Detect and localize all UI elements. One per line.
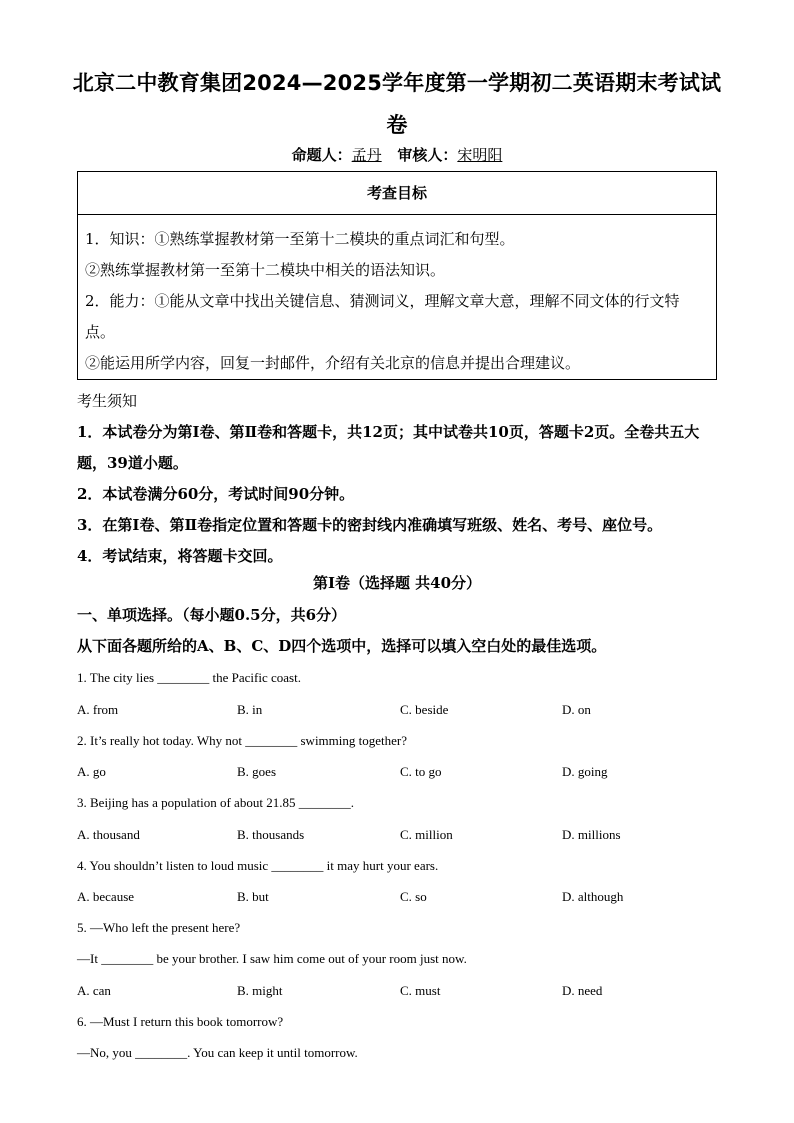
notice-item: 3．在第Ⅰ卷、第Ⅱ卷指定位置和答题卡的密封线内准确填写班级、姓名、考号、座位号。 bbox=[77, 516, 663, 534]
objective-line: ②熟练掌握教材第一至第十二模块中相关的语法知识。 bbox=[85, 261, 446, 279]
option-d: D. going bbox=[562, 764, 608, 779]
objective-line: ②能运用所学内容，回复一封邮件，介绍有关北京的信息并提出合理建议。 bbox=[85, 354, 581, 372]
question-stem: 3. Beijing has a population of about 21.85 ________. bbox=[77, 795, 354, 810]
question-stem-reply: —It ________ be your brother. I saw him come out of your room just now. bbox=[77, 951, 467, 966]
option-c: C. so bbox=[400, 889, 427, 904]
question-stem-reply: —No, you ________. You can keep it until tomorrow. bbox=[77, 1045, 358, 1060]
question-stem: 2. It’s really hot today. Why not ________ swimming together? bbox=[77, 733, 408, 748]
notice-item: 1．本试卷分为第Ⅰ卷、第Ⅱ卷和答题卡，共12页；其中试卷共10页，答题卡2页。全卷共五大题，39道小题。 bbox=[77, 423, 700, 472]
option-d: D. on bbox=[562, 702, 591, 717]
option-a: A. can bbox=[77, 983, 111, 998]
question-stem: 6. —Must I return this book tomorrow? bbox=[77, 1014, 284, 1029]
section1-instruction: 从下面各题所给的A、B、C、D四个选项中，选择可以填入空白处的最佳选项。 bbox=[77, 637, 607, 655]
objective-line: 1．知识：①熟练掌握教材第一至第十二模块的重点词汇和句型。 bbox=[85, 230, 515, 248]
option-c: C. must bbox=[400, 983, 441, 998]
reviewer-label: 审核人： bbox=[397, 146, 458, 164]
option-b: B. thousands bbox=[237, 827, 305, 842]
section1-heading: 一、单项选择。（每小题0.5分，共6分） bbox=[77, 606, 347, 624]
objectives-heading: 考查目标 bbox=[78, 172, 716, 215]
option-d: D. need bbox=[562, 983, 603, 998]
option-d: D. millions bbox=[562, 827, 621, 842]
objectives-body bbox=[78, 215, 716, 379]
reviewer-name: 宋明阳 bbox=[457, 146, 503, 164]
objective-line: 2．能力：①能从文章中找出关键信息、猜测词义，理解文章大意，理解不同文体的行文特点。 bbox=[85, 292, 680, 341]
option-b: B. in bbox=[237, 702, 263, 717]
notice-item: 4．考试结束，将答题卡交回。 bbox=[77, 547, 283, 565]
option-a: A. because bbox=[77, 889, 135, 904]
option-c: C. beside bbox=[400, 702, 449, 717]
option-a: A. go bbox=[77, 764, 106, 779]
question-stem: 5. —Who left the present here? bbox=[77, 920, 241, 935]
question-stem: 1. The city lies ________ the Pacific coast. bbox=[77, 670, 301, 685]
setter-name: 孟丹 bbox=[351, 146, 382, 164]
option-c: C. to go bbox=[400, 764, 442, 779]
notice-item: 2．本试卷满分60分，考试时间90分钟。 bbox=[77, 485, 355, 503]
exam-title: 北京二中教育集团2024—2025学年度第一学期初二英语期末考试试卷 bbox=[72, 71, 722, 137]
notice-block bbox=[77, 386, 717, 572]
option-a: A. from bbox=[77, 702, 119, 717]
notice-heading: 考生须知 bbox=[77, 392, 138, 410]
option-a: A. thousand bbox=[77, 827, 140, 842]
option-b: B. but bbox=[237, 889, 269, 904]
option-b: B. goes bbox=[237, 764, 276, 779]
objectives-box bbox=[77, 171, 717, 380]
setter-label: 命题人： bbox=[291, 146, 352, 164]
option-b: B. might bbox=[237, 983, 283, 998]
option-c: C. million bbox=[400, 827, 453, 842]
question-stem: 4. You shouldn’t listen to loud music ________ it may hurt your ears. bbox=[77, 858, 439, 873]
part1-title: 第Ⅰ卷（选择题 共40分） bbox=[312, 574, 482, 592]
authors-line bbox=[0, 144, 794, 165]
option-d: D. although bbox=[562, 889, 624, 904]
